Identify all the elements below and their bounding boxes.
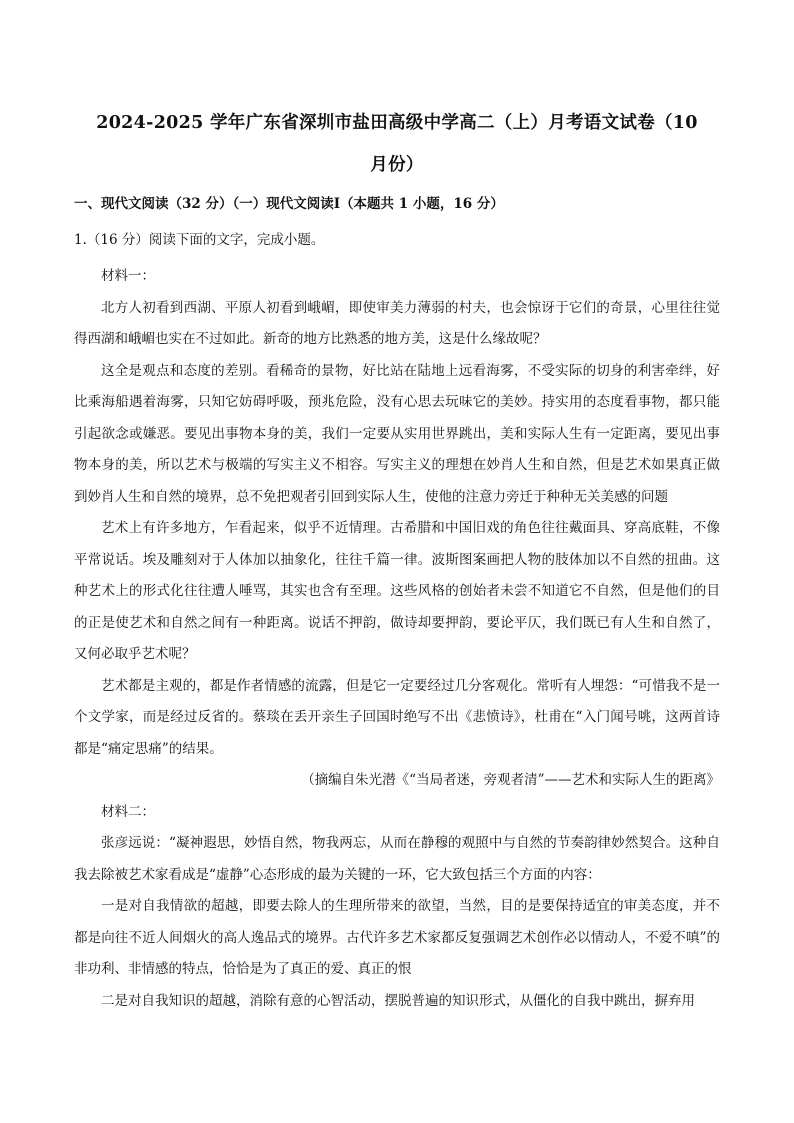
material-1-paragraph-3: 艺术上有许多地方，乍看起来，似乎不近情理。古希腊和中国旧戏的角色往往戴面具、穿高底鞋，不像平常说话。埃及雕刻对于人体加以抽象化，往往千篇一律。波斯图案画把人物的肢体加以不自然的扭曲。这种艺术上的形式化往往遭人唾骂，其实也含有至理。这些风格的创始者未尝不知道它不自然，但是他们的目的正是使艺术和自然之间有一种距离。说话不押韵，做诗却要押韵，要论平仄，我们既已有人生和自然了，又何必取乎艺术呢？ [74, 520, 720, 662]
material-1-source: （摘编自朱光潜《“当局者迷，旁观者清”——艺术和实际人生的距离》 [301, 772, 720, 788]
material-2-label: 材料二： [101, 803, 155, 820]
section-heading: 一、现代文阅读（32 分）（一）现代文阅读Ⅰ（本题共 1 小题，16 分） [74, 196, 504, 212]
material-1-paragraph-2: 这全是观点和态度的差别。看稀奇的景物，好比站在陆地上远看海雾，不受实际的切身的利害牵绊，好比乘海船遇着海雾，只知它妨碍呼吸，预兆危险，没有心思去玩味它的美妙。持实用的态度看事物，都只能引起欲念或嫌恶。要见出事物本身的美，我们一定要从实用世界跳出，美和实际人生有一定距离，要见出事物本身的美，所以艺术与极端的写实主义不相容。写实主义的理想在妙肖人生和自然，但是艺术如果真正做到妙肖人生和自然的境界，总不免把观者引回到实际人生，使他的注意力旁迁于种种无关美感的问题 [74, 362, 720, 505]
material-1-paragraph-1: 北方人初看到西湖、平原人初看到峨嵋，即使审美力薄弱的村夫，也会惊讶于它们的奇景，心里往往觉得西湖和峨嵋也实在不过如此。新奇的地方比熟悉的地方美，这是什么缘故呢？ [74, 299, 720, 347]
material-1-paragraph-4: 艺术都是主观的，都是作者情感的流露，但是它一定要经过几分客观化。常听有人埋怨：“可惜我不是一个文学家，而是经过反省的。蔡琰在丢开亲生子回国时绝写不出《悲愤诗》，杜甫在“入门闻号咷，这两首诗都是“痛定思痛”的结果。 [74, 677, 720, 757]
question-intro: 1.（16 分）阅读下面的文字，完成小题。 [74, 232, 325, 248]
material-2-paragraph-1: 张彦远说：“凝神遐思，妙悟自然，物我两忘，从而在静穆的观照中与自然的节奏韵律妙然契合。这种自我去除被艺术家看成是“虚静”心态形成的最为关键的一环，它大致包括三个方面的内容： [74, 835, 720, 883]
exam-title-line-1: 2024-2025 学年广东省深圳市盐田高级中学高二（上）月考语文试卷（10 [96, 113, 698, 133]
material-1-label: 材料一： [101, 268, 155, 284]
exam-title [74, 102, 720, 186]
exam-title-line-2: 月份） [370, 155, 424, 175]
material-2-paragraph-3: 二是对自我知识的超越，消除有意的心智活动，摆脱普遍的知识形式，从僵化的自我中跳出，摒弃用 [101, 992, 695, 1009]
material-2-paragraph-2: 一是对自我情欲的超越，即要去除人的生理所带来的欲望，当然，目的是要保持适宜的审美态度，并不都是向往不近人间烟火的高人逸品式的境界。古代许多艺术家都反复强调艺术创作必以情动人，不爱不嗔”的非功利、非情感的特点，恰恰是为了真正的爱、真正的恨 [74, 898, 720, 977]
